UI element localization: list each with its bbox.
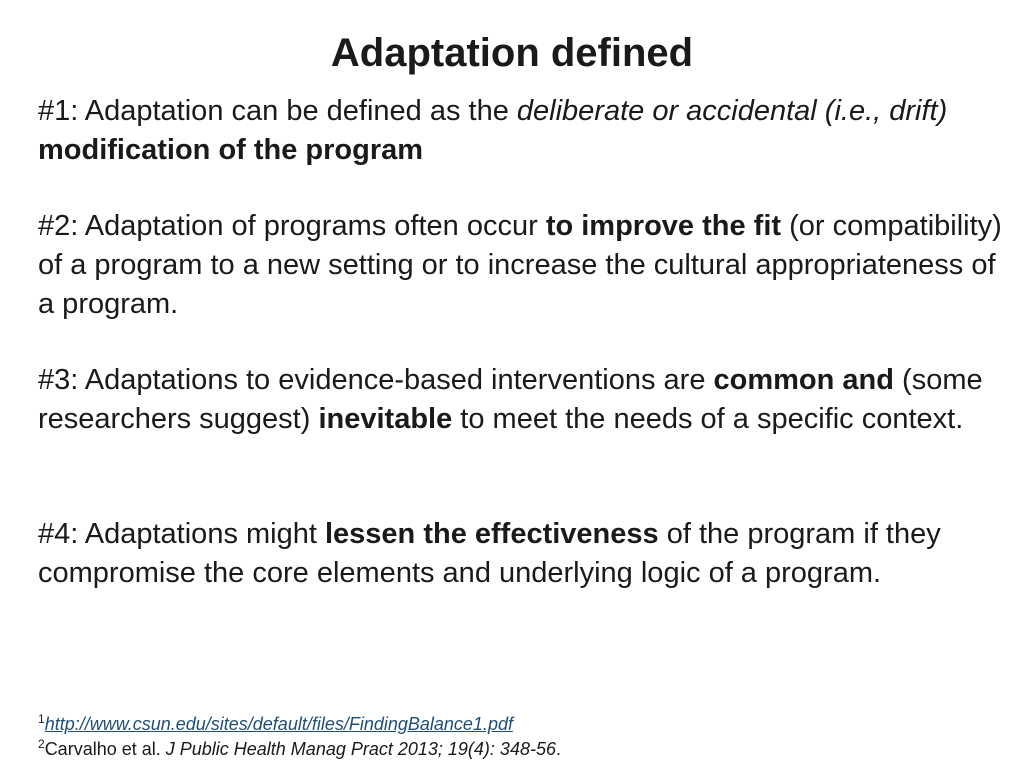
point-3-suffix: to meet the needs of a specific context. — [452, 403, 964, 435]
point-1-italic: deliberate or accidental (i.e., drift) — [516, 95, 948, 127]
point-4-bold: lessen the effectiveness — [324, 518, 659, 550]
point-3-bold-inevitable: inevitable — [318, 403, 453, 435]
footnote-2 — [38, 737, 998, 761]
point-3 — [38, 361, 1013, 439]
slide-title: Adaptation defined — [330, 31, 694, 75]
footnote-1-marker: 1 — [38, 712, 45, 726]
point-3-text: #3: Adaptations to evidence-based interventions are — [38, 364, 714, 396]
footnote-1 — [38, 712, 998, 736]
point-1-bold: modification of the program — [38, 134, 424, 166]
point-3-bold-common: common and — [713, 364, 894, 396]
footnote-2-end: . — [555, 739, 561, 759]
point-2 — [38, 207, 1013, 324]
point-1 — [38, 92, 1013, 170]
point-2-suffix: (or compatibility) of a program to a new setting or to increase the cultural appropriateness of a program. — [38, 210, 1002, 320]
footnote-2-citation: J Public Health Manag Pract 2013; 19(4): 348-56 — [165, 739, 556, 759]
point-4-text: #4: Adaptations might — [38, 518, 325, 550]
footnote-2-authors: Carvalho et al. — [44, 739, 166, 759]
point-4 — [38, 515, 1013, 593]
point-4-suffix: of the program if they compromise the core elements and underlying logic of a program. — [38, 518, 941, 589]
point-2-bold: to improve the fit — [545, 210, 782, 242]
point-1-text: #1: Adaptation can be defined as the — [38, 95, 517, 127]
point-3-middle: (some researchers suggest) — [38, 364, 983, 435]
footnote-2-marker: 2 — [38, 737, 45, 751]
point-2-text: #2: Adaptation of programs often occur — [38, 210, 546, 242]
footnote-1-link[interactable]: http://www.csun.edu/sites/default/files/FindingBalance1.pdf — [44, 714, 513, 734]
